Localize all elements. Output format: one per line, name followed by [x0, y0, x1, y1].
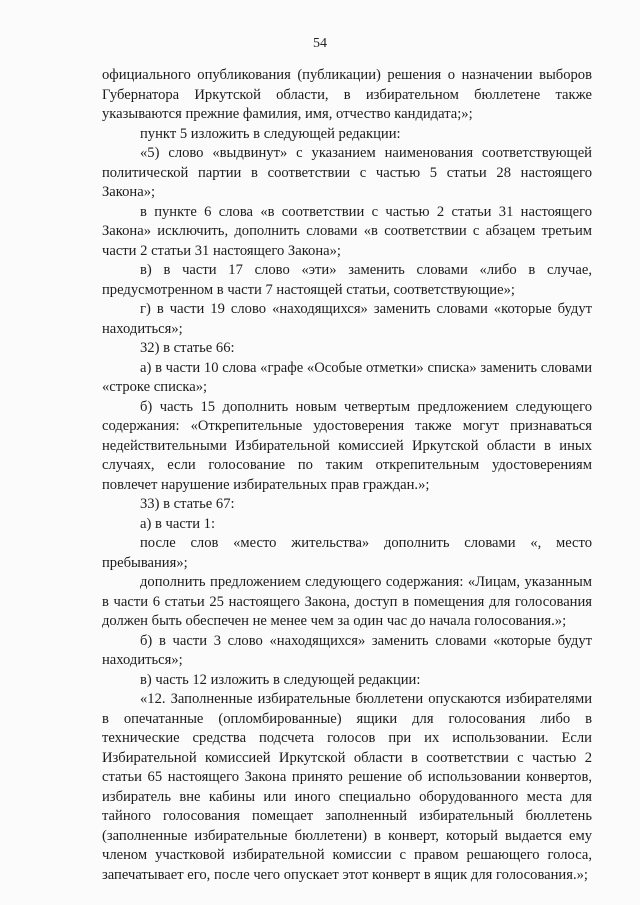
- paragraph: «5) слово «выдвинут» с указанием наименования соответствующей политической партии в соответствии с частью 5 статьи 28 настоящего Закона»;: [102, 145, 592, 200]
- paragraph: в пункте 6 слова «в соответствии с частью 2 статьи 31 настоящего Закона» исключить, дополнить словами «в соответствии с абзацем третьим части 2 статьи 31 настоящего Закона»;: [102, 203, 592, 259]
- paragraph: 32) в статье 66:: [140, 340, 235, 356]
- page-number: 54: [313, 36, 327, 51]
- paragraph: а) в части 1:: [140, 515, 216, 532]
- paragraph: дополнить предложением следующего содержания: «Лицам, указанным в части 6 статьи 25 настоящего Закона, доступ в помещения для голосования должен быть обеспечен не менее чем за один час до начала голосования.»;: [102, 574, 592, 629]
- paragraph: пункт 5 изложить в следующей редакции:: [140, 125, 401, 142]
- paragraph: а) в части 10 слова «графе «Особые отметки» списка» заменить словами «строке списка»;: [102, 359, 592, 395]
- paragraph: 33) в статье 67:: [140, 496, 235, 512]
- paragraph: в) в части 17 слово «эти» заменить словами «либо в случае, предусмотренном в части 7 настоящей статьи, соответствующие»;: [102, 262, 592, 298]
- paragraph: б) в части 3 слово «находящихся» заменить словами «которые будут находиться»;: [102, 632, 592, 668]
- paragraph: г) в части 19 слово «находящихся» заменить словами «которые будут находиться»;: [102, 301, 592, 337]
- paragraph: в) часть 12 изложить в следующей редакции:: [140, 671, 421, 688]
- paragraph: официального опубликования (публикации) решения о назначении выборов Губернатора Иркутской области, в избирательном бюллетене также указываются прежние фамилия, имя, отчество кандидата;»;: [102, 67, 592, 122]
- document-body: [102, 66, 592, 885]
- paragraph: после слов «место жительства» дополнить словами «, место пребывания»;: [102, 535, 592, 571]
- paragraph: б) часть 15 дополнить новым четвертым предложением следующего содержания: «Открепительные удостоверения также могут признаваться недействительными Избирательной комиссией Иркутской области в иных случаях, если голосование по таким открепительным удостоверениям повлечет нарушение избирательных прав граждан.»;: [102, 398, 592, 493]
- paragraph: «12. Заполненные избирательные бюллетени опускаются избирателями в опечатанные (опломбированные) ящики для голосования либо в технические средства подсчета голосов при их использовании. Если Избирательной комиссией Иркутской области в соответствии с частью 2 статьи 65 настоящего Закона принято решение об использовании конвертов, избиратель вне кабины или иного специально оборудованного места для тайного голосования помещает заполненный избирательный бюллетень (заполненные избирательные бюллетени) в конверт, который выдается ему членом участковой избирательной комиссии с правом решающего голоса, запечатывает его, после чего опускает этот конверт в ящик для голосования.»;: [102, 691, 592, 883]
